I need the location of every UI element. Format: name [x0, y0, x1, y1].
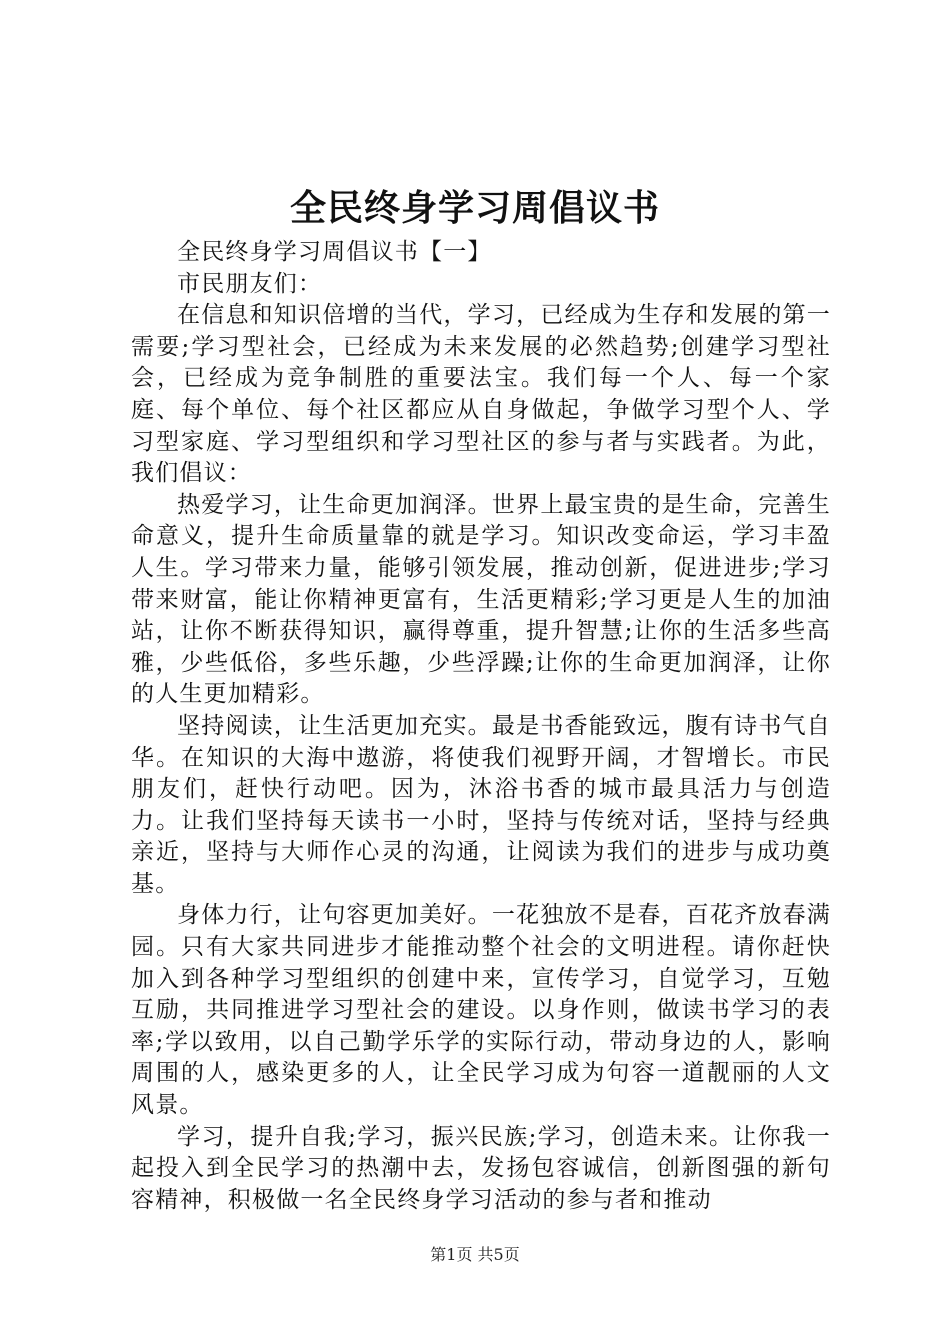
paragraph-love-learning: 热爱学习，让生命更加润泽。世界上最宝贵的是生命，完善生命意义，提升生命质量靠的就是学习。知识改变命运，学习丰盈人生。学习带来力量，能够引领发展，推动创新，促进进步;学习带来财富，能让你精神更富有，生活更精彩;学习更是人生的加油站，让你不断获得知识，赢得尊重，提升智慧;让你的生活多些高雅，少些低俗，多些乐趣，少些浮躁;让你的生命更加润泽，让你的人生更加精彩。 — [131, 491, 831, 708]
document-body — [131, 237, 831, 1216]
paragraph-intro: 在信息和知识倍增的当代，学习，已经成为生存和发展的第一需要;学习型社会，已经成为未来发展的必然趋势;创建学习型社会，已经成为竞争制胜的重要法宝。我们每一个人、每一个家庭、每个单位、每个社区都应从自身做起，争做学习型个人、学习型家庭、学习型组织和学习型社区的参与者与实践者。为此，我们倡议： — [131, 302, 831, 487]
paragraph-keep-reading: 坚持阅读，让生活更加充实。最是书香能致远，腹有诗书气自华。在知识的大海中遨游，将使我们视野开阔，才智增长。市民朋友们，赶快行动吧。因为，沐浴书香的城市最具活力与创造力。让我们坚持每天读书一小时，坚持与传统对话，坚持与经典亲近，坚持与大师作心灵的沟通，让阅读为我们的进步与成功奠基。 — [131, 712, 831, 897]
paragraph-act-personally: 身体力行，让句容更加美好。一花独放不是春，百花齐放春满园。只有大家共同进步才能推动整个社会的文明进程。请你赶快加入到各种学习型组织的创建中来，宣传学习，自觉学习，互勉互励，共同推进学习型社会的建设。以身作则，做读书学习的表率;学以致用，以自己勤学乐学的实际行动，带动身边的人，影响周围的人，感染更多的人，让全民学习成为句容一道靓丽的人文风景。 — [131, 902, 831, 1119]
paragraph-salutation: 市民朋友们： — [177, 270, 323, 297]
paragraph-conclusion: 学习，提升自我;学习，振兴民族;学习，创造未来。让你我一起投入到全民学习的热潮中去，发扬包容诚信，创新图强的新句容精神，积极做一名全民终身学习活动的参与者和推动 — [131, 1123, 831, 1213]
paragraph-subtitle: 全民终身学习周倡议书【一】 — [177, 239, 492, 265]
document-title: 全民终身学习周倡议书 — [289, 188, 660, 229]
page-number-footer: 第1页 共5页 — [430, 1245, 520, 1264]
